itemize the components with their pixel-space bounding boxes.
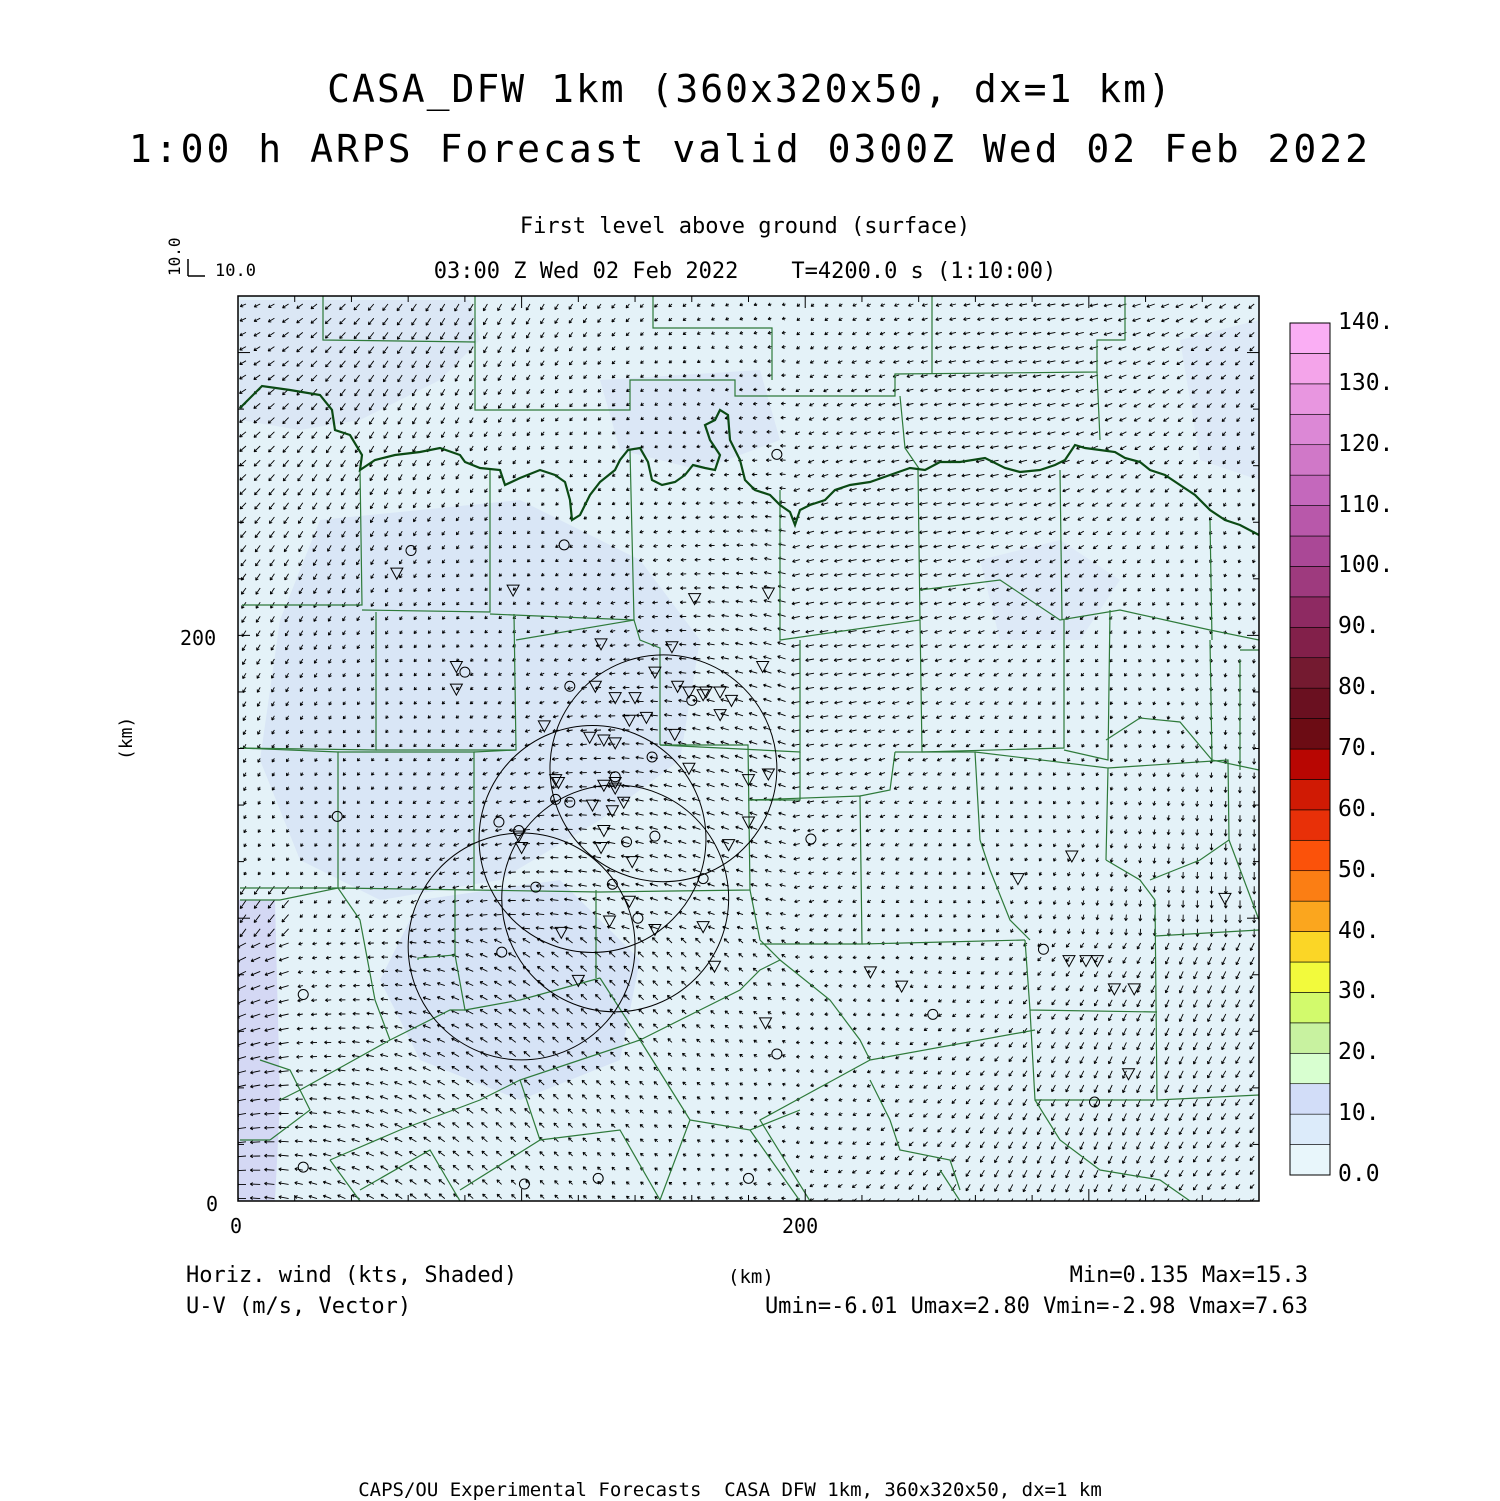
colorbar-swatch xyxy=(1290,658,1330,688)
colorbar-label: 10. xyxy=(1338,1100,1380,1127)
colorbar-label: 100. xyxy=(1338,552,1394,579)
colorbar-label: 130. xyxy=(1338,369,1394,396)
colorbar-swatch xyxy=(1290,1084,1330,1114)
colorbar xyxy=(1290,323,1330,1175)
footer-minmax: Min=0.135 Max=15.3 xyxy=(1069,1263,1308,1288)
colorbar-swatch xyxy=(1290,536,1330,566)
colorbar-label: 80. xyxy=(1338,674,1380,701)
colorbar-swatch xyxy=(1290,627,1330,657)
vector-key-vertical-label: 10.0 xyxy=(165,237,184,276)
vector-key-horizontal-label: 10.0 xyxy=(215,261,256,281)
colorbar-label: 120. xyxy=(1338,430,1394,457)
colorbar-label: 110. xyxy=(1338,491,1394,518)
colorbar-label: 0.0 xyxy=(1338,1161,1380,1187)
colorbar-swatch xyxy=(1290,871,1330,901)
colorbar-swatch xyxy=(1290,810,1330,840)
colorbar-swatch xyxy=(1290,1145,1330,1175)
title-line-2: 1:00 h ARPS Forecast valid 0300Z Wed 02 Feb 2022 xyxy=(128,127,1372,171)
x-tick-200: 200 xyxy=(782,1214,819,1238)
colorbar-swatch xyxy=(1290,506,1330,536)
colorbar-swatch xyxy=(1290,749,1330,779)
colorbar-swatch xyxy=(1290,445,1330,475)
time-label: 03:00 Z Wed 02 Feb 2022 T=4200.0 s (1:10:00) xyxy=(433,259,1057,284)
colorbar-swatch xyxy=(1290,779,1330,809)
colorbar-swatch xyxy=(1290,566,1330,596)
colorbar-swatch xyxy=(1290,475,1330,505)
y-tick-0: 0 xyxy=(206,1192,219,1216)
colorbar-swatch xyxy=(1290,1023,1330,1053)
colorbar-swatch xyxy=(1290,992,1330,1022)
colorbar-label: 20. xyxy=(1338,1039,1380,1066)
colorbar-swatch xyxy=(1290,688,1330,718)
colorbar-swatch xyxy=(1290,932,1330,962)
footer-vector-label: U-V (m/s, Vector) xyxy=(186,1294,412,1319)
colorbar-swatch xyxy=(1290,1053,1330,1083)
colorbar-label: 40. xyxy=(1338,917,1380,944)
y-axis-label: (km) xyxy=(116,716,137,760)
colorbar-swatch xyxy=(1290,323,1330,353)
colorbar-swatch xyxy=(1290,353,1330,383)
colorbar-label: 60. xyxy=(1338,795,1380,822)
y-tick-200: 200 xyxy=(180,626,217,650)
plot-area xyxy=(236,296,1259,1206)
colorbar-swatch xyxy=(1290,840,1330,870)
footer-credit: CAPS/OU Experimental Forecasts CASA DFW 1km, 360x320x50, dx=1 km xyxy=(358,1479,1102,1501)
colorbar-swatch xyxy=(1290,414,1330,444)
level-label: First level above ground (surface) xyxy=(519,214,971,239)
colorbar-swatch xyxy=(1290,901,1330,931)
footer-field-label: Horiz. wind (kts, Shaded) xyxy=(186,1263,518,1288)
footer-uv-range: Umin=-6.01 Umax=2.80 Vmin=-2.98 Vmax=7.63 xyxy=(764,1294,1308,1319)
colorbar-label: 90. xyxy=(1338,613,1380,640)
colorbar-label: 140. xyxy=(1338,309,1394,335)
colorbar-swatch xyxy=(1290,384,1330,414)
colorbar-swatch xyxy=(1290,1114,1330,1144)
x-axis-label: (km) xyxy=(728,1266,774,1288)
colorbar-label: 30. xyxy=(1338,978,1380,1005)
colorbar-swatch xyxy=(1290,962,1330,992)
colorbar-swatch xyxy=(1290,597,1330,627)
colorbar-swatch xyxy=(1290,719,1330,749)
title-line-1: CASA_DFW 1km (360x320x50, dx=1 km) xyxy=(327,67,1173,111)
x-tick-0: 0 xyxy=(230,1214,243,1238)
colorbar-label: 50. xyxy=(1338,856,1380,883)
colorbar-label: 70. xyxy=(1338,735,1380,761)
